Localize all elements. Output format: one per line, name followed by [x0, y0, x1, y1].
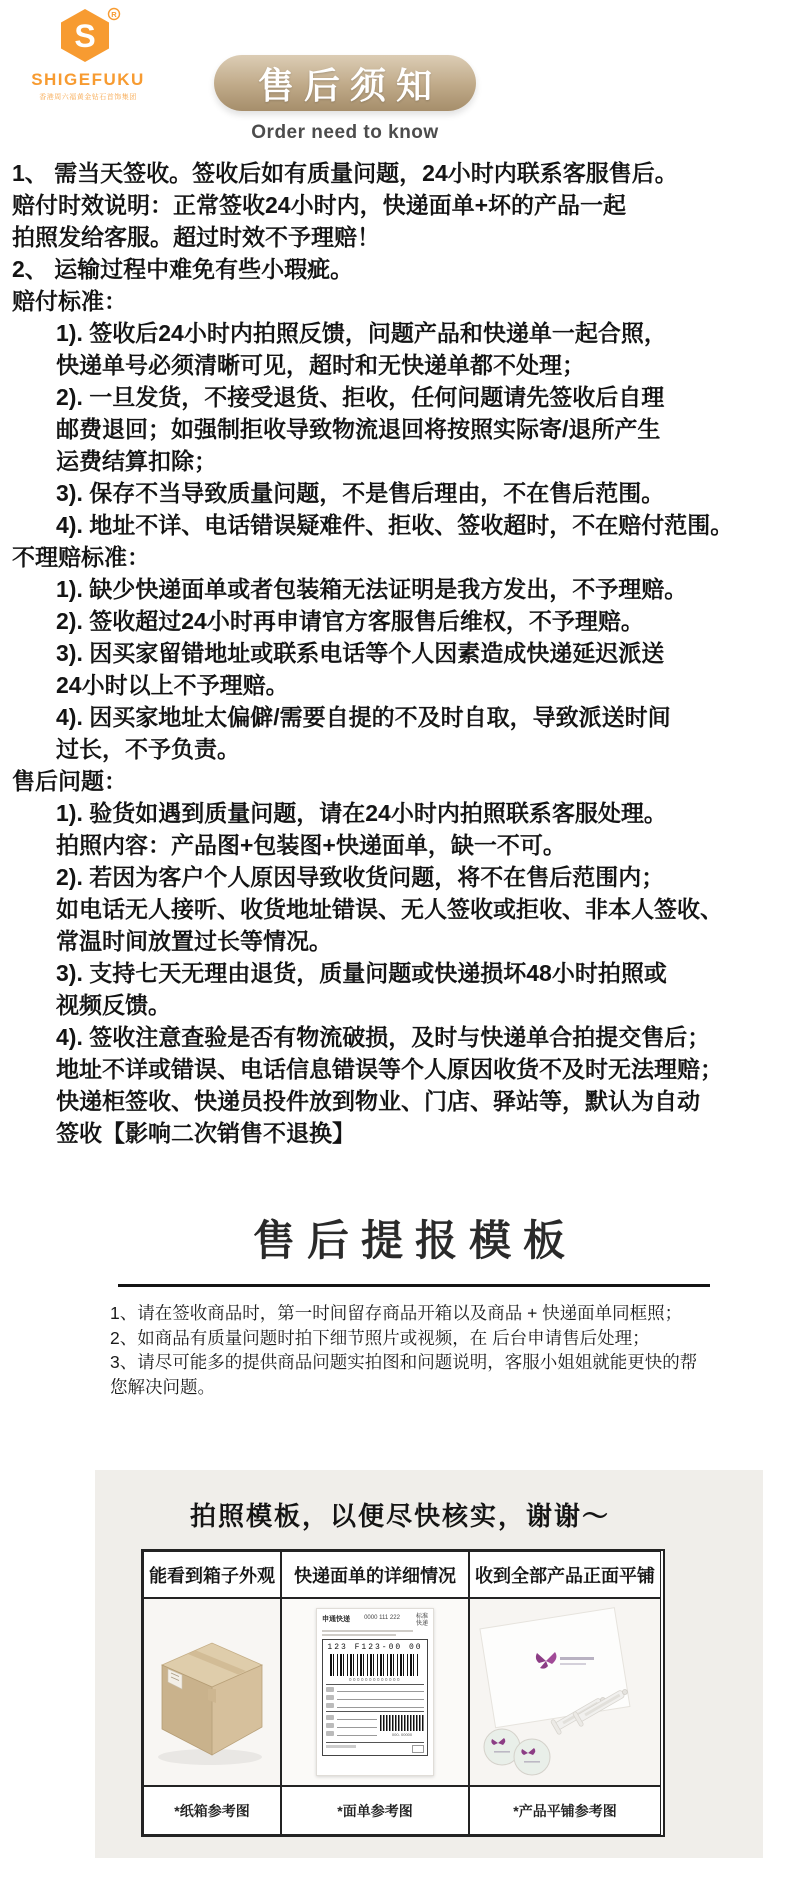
product-flatlay-image [470, 1599, 660, 1785]
table-caption-row [143, 1786, 663, 1835]
page-title: 售后须知 [257, 64, 442, 106]
table-header-row [143, 1551, 663, 1598]
registered-mark: R [111, 9, 117, 19]
notice-line: 24小时以上不予理赔。 [56, 672, 289, 698]
notice-line: 2、 运输过程中难免有些小瑕疵。 [12, 256, 354, 282]
notice-line: 2). 一旦发货，不接受退货、拒收，任何问题请先签收后自理 [56, 384, 665, 410]
waybill-header [322, 1614, 428, 1628]
waybill-body [322, 1639, 428, 1756]
notice-line: 1). 验货如遇到质量问题，请在24小时内拍照联系客服处理。 [56, 800, 667, 826]
waybill-service: 标准快递 [415, 1614, 428, 1627]
table-caption-cell: *面单参考图 [281, 1786, 469, 1835]
table-header-cell: 快递面单的详细情况 [281, 1551, 469, 1598]
notice-line: 如电话无人接听、收货地址错误、无人签收或拒收、非本人签收、 [56, 896, 723, 922]
notice-line: 4). 地址不详、电话错误疑难件、拒收、签收超时，不在赔付范围。 [56, 512, 734, 538]
photo-template-title: 拍照模板，以便尽快核实，谢谢～ [189, 1501, 610, 1531]
page-subtitle: Order need to know [251, 122, 439, 143]
notice-line: 拍照内容：产品图+包装图+快递面单，缺一不可。 [56, 832, 566, 858]
notice-line: 3). 保存不当导致质量问题，不是售后理由，不在售后范围。 [56, 480, 665, 506]
barcode-digits: 0000000000000 [348, 1676, 402, 1682]
photo-template-box [95, 1470, 763, 1858]
notice-line: 快递柜签收、快递员投件放到物业、门店、驿站等，默认为自动 [56, 1088, 700, 1114]
table-cell-flatlay-photo [469, 1598, 661, 1786]
table-header-cell: 能看到箱子外观 [143, 1551, 281, 1598]
waybill-courier: 申通快递 [322, 1616, 350, 1623]
barcode-image [330, 1654, 420, 1676]
notice-text [12, 157, 788, 1149]
report-step: 2、如商品有质量问题时拍下细节照片或视频，在 后台申请售后处理； [110, 1327, 650, 1348]
brand-name: SHIGEFUKU [31, 70, 145, 89]
waybill-sort-code: 123 F123-00 00 [327, 1642, 423, 1652]
waybill-address-lines [322, 1630, 428, 1636]
report-steps [110, 1301, 710, 1399]
table-image-row [143, 1598, 663, 1786]
table-caption-cell: *产品平铺参考图 [469, 1786, 661, 1835]
notice-line: 快递单号必须清晰可见，超时和无快递单都不处理； [56, 352, 585, 378]
table-header-cell: 收到全部产品正面平铺 [469, 1551, 661, 1598]
report-template-section [0, 1208, 790, 1399]
waybill-sender-section: 000- 00000 [326, 1711, 424, 1739]
notice-line: 邮费退回；如强制拒收导致物流退回将按照实际寄/退所产生 [56, 416, 661, 442]
notice-line: 赔付时效说明：正常签收24小时内，快递面单+坏的产品一起 [12, 192, 627, 218]
divider [118, 1284, 710, 1287]
title-banner [214, 55, 476, 111]
shipping-waybill-image [316, 1608, 434, 1776]
notice-line: 4). 因买家地址太偏僻/需要自提的不及时自取，导致派送时间 [56, 704, 671, 730]
barcode-small-image [380, 1715, 424, 1731]
brand-tagline: 香港周六福黄金钻石首饰集团 [39, 94, 137, 101]
waybill-recipient-fields [326, 1684, 424, 1708]
header [0, 55, 690, 144]
report-step: 3、请尽可能多的提供商品问题实拍图和问题说明，客服小姐姐就能更快的帮您解决问题。 [110, 1352, 698, 1397]
table-cell-waybill-photo [281, 1598, 469, 1786]
waybill-number: 0000 111 222 [364, 1615, 400, 1621]
notice-line: 运费结算扣除； [56, 448, 217, 474]
notice-line: 3). 支持七天无理由退货，质量问题或快递损坏48小时拍照或 [56, 960, 667, 986]
notice-line: 不理赔标准： [12, 544, 150, 570]
cardboard-box-image [144, 1599, 280, 1785]
notice-line: 3). 因买家留错地址或联系电话等个人因素造成快递延迟派送 [56, 640, 665, 666]
photo-template-table [141, 1549, 665, 1837]
notice-line: 地址不详或错误、电话信息错误等个人原因收货不及时无法理赔； [56, 1056, 723, 1082]
notice-line: 1). 签收后24小时内拍照反馈，问题产品和快递单一起合照， [56, 320, 667, 346]
svg-text:S: S [74, 18, 96, 54]
notice-line: 售后问题： [12, 768, 127, 794]
notice-line: 1、 需当天签收。签收后如有质量问题，24小时内联系客服售后。 [12, 160, 678, 186]
notice-line: 2). 若因为客户个人原因导致收货问题，将不在售后范围内； [56, 864, 665, 890]
notice-line: 2). 签收超过24小时再申请官方客服售后维权，不予理赔。 [56, 608, 644, 634]
notice-line: 4). 签收注意查验是否有物流破损，及时与快递单合拍提交售后； [56, 1024, 711, 1050]
table-cell-box-photo [143, 1598, 281, 1786]
notice-line: 赔付标准： [12, 288, 127, 314]
waybill-footer [326, 1742, 424, 1753]
notice-line: 拍照发给客服。超过时效不予理赔！ [12, 224, 380, 250]
table-caption-cell: *纸箱参考图 [143, 1786, 281, 1835]
notice-line: 签收【影响二次销售不退换】 [56, 1120, 355, 1146]
notice-line: 视频反馈。 [56, 992, 171, 1018]
section-title: 售后提报模板 [252, 1217, 577, 1264]
notice-line: 过长，不予负责。 [56, 736, 240, 762]
report-step: 1、请在签收商品时，第一时间留存商品开箱以及商品 + 快递面单同框照； [110, 1303, 683, 1323]
notice-line: 1). 缺少快递面单或者包装箱无法证明是我方发出，不予理赔。 [56, 576, 688, 602]
notice-line: 常温时间放置过长等情况。 [56, 928, 332, 954]
